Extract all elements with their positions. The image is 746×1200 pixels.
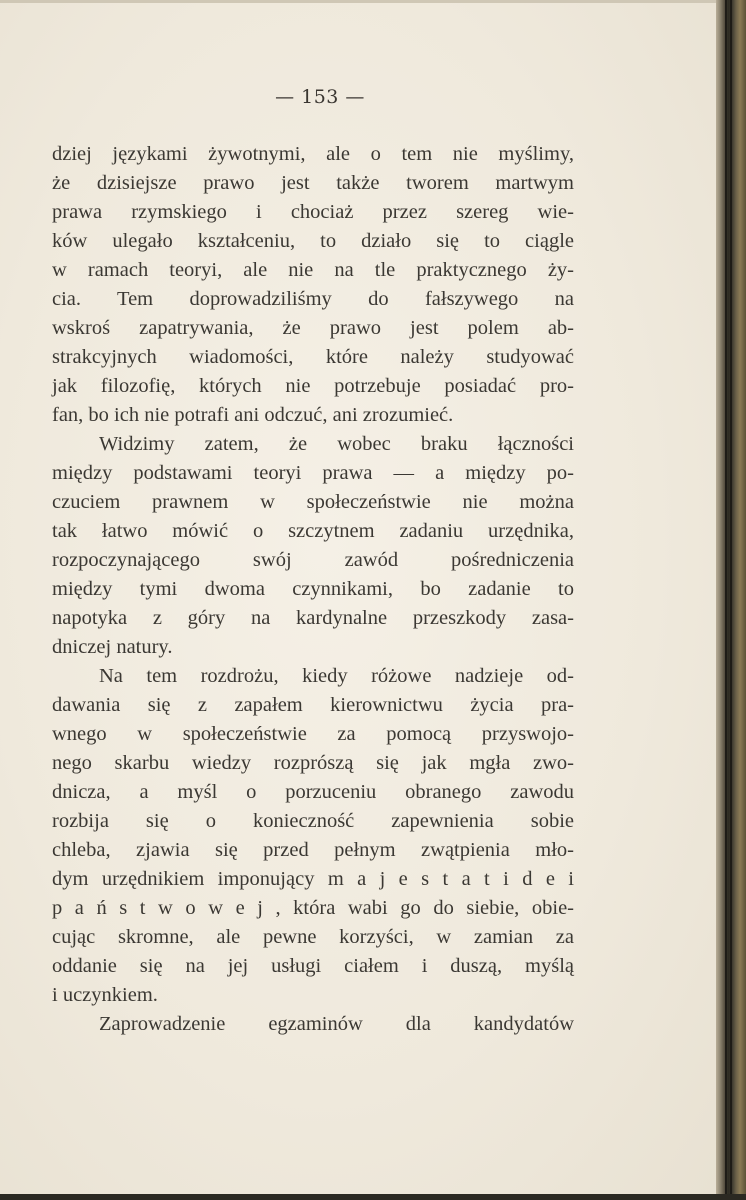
text-line: i uczynkiem. (52, 984, 158, 1006)
text-line: wskroś zapatrywania, że prawo jest polem ab- (52, 317, 574, 339)
text-line: dym urzędnikiem imponujący m a j e s t a t i d e i (52, 868, 574, 890)
text-line: chleba, zjawia się przed pełnym zwątpienia mło- (52, 839, 574, 861)
spine-line (725, 0, 727, 1200)
text-line: między tymi dwoma czynnikami, bo zadanie to (52, 578, 574, 600)
text-line: w ramach teoryi, ale nie na tle praktycznego ży- (52, 259, 574, 281)
text-line: Widzimy zatem, że wobec braku łączności (99, 433, 574, 455)
text-line: Zaprowadzenie egzaminów dla kandydatów (99, 1013, 574, 1035)
text-line: oddanie się na jej usługi ciałem i duszą, myślą (52, 955, 574, 977)
body-text (52, 140, 574, 1039)
book-spine (716, 0, 746, 1200)
text-line: jak filozofię, których nie potrzebuje posiadać pro- (52, 375, 574, 397)
text-line: dziej językami żywotnymi, ale o tem nie myślimy, (52, 143, 574, 165)
text-line: że dzisiejsze prawo jest także tworem martwym (52, 172, 574, 194)
text-line: strakcyjnych wiadomości, które należy studyować (52, 346, 574, 368)
text-line: nego skarbu wiedzy rozprószą się jak mgła zwo- (52, 752, 574, 774)
text-line: tak łatwo mówić o szczytnem zadaniu urzędnika, (52, 520, 574, 542)
text-line: cia. Tem doprowadziliśmy do fałszywego na (52, 288, 574, 310)
text-line: napotyka z góry na kardynalne przeszkody zasa- (52, 607, 574, 629)
text-line: rozbija się o konieczność zapewnienia sobie (52, 810, 574, 832)
text-line: prawa rzymskiego i chociaż przez szereg wie- (52, 201, 574, 223)
text-line: rozpoczynającego swój zawód pośredniczenia (52, 549, 574, 571)
text-line: wnego w społeczeństwie za pomocą przyswojo- (52, 723, 574, 745)
text-line: dnicza, a myśl o porzuceniu obranego zawodu (52, 781, 574, 803)
text-line: dawania się z zapałem kierownictwu życia pra- (52, 694, 574, 716)
text-line: Na tem rozdrożu, kiedy różowe nadzieje od- (99, 665, 574, 687)
text-line: dniczej natury. (52, 636, 173, 658)
text-line: ków ulegało kształceniu, to działo się to ciągle (52, 230, 574, 252)
page-top-edge (0, 0, 716, 3)
page-number: — 153 — (275, 86, 365, 108)
page-bottom-edge (0, 1194, 746, 1200)
text-line: między podstawami teoryi prawa — a między po- (52, 462, 574, 484)
text-line: czuciem prawnem w społeczeństwie nie można (52, 491, 574, 513)
text-line: p a ń s t w o w e j , która wabi go do siebie, obie- (52, 897, 574, 919)
text-line: fan, bo ich nie potrafi ani odczuć, ani zrozumieć. (52, 404, 454, 426)
spine-line (730, 0, 732, 1200)
text-line: cując skromne, ale pewne korzyści, w zamian za (52, 926, 574, 948)
